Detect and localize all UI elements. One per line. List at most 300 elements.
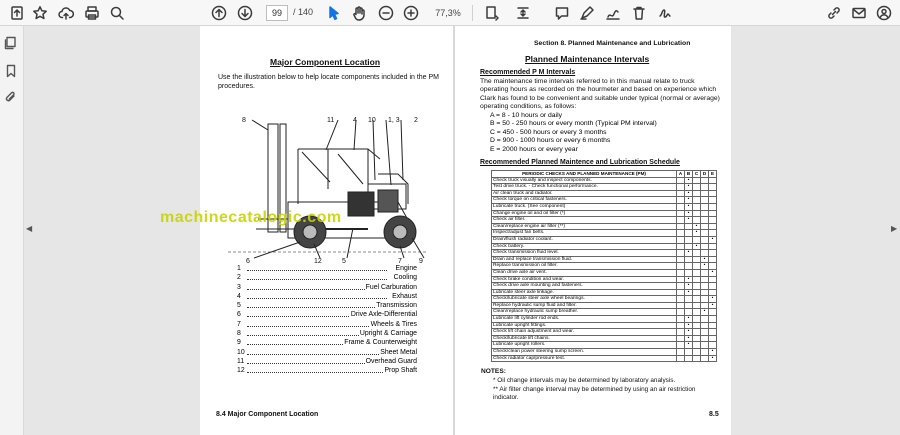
interval-mark-cell xyxy=(677,335,685,342)
comment-icon[interactable] xyxy=(553,4,571,22)
highlight-pen-icon[interactable] xyxy=(578,4,596,22)
table-row xyxy=(492,184,717,191)
component-name: Exhaust xyxy=(392,292,417,300)
next-page-icon[interactable] xyxy=(236,4,254,22)
list-item xyxy=(237,358,417,367)
component-number: 1 xyxy=(237,265,241,272)
component-number: 6 xyxy=(237,311,241,319)
interval-mark-cell xyxy=(701,250,709,257)
task-cell: Clean drive axle air vent. xyxy=(492,269,677,276)
zoom-search-icon[interactable] xyxy=(108,4,126,22)
scroll-mode-icon[interactable] xyxy=(514,4,532,22)
interval-mark-cell xyxy=(677,223,685,230)
schedule-table xyxy=(491,170,717,362)
interval-mark-cell xyxy=(693,302,701,309)
interval-mark-cell xyxy=(685,256,693,263)
interval-mark-cell xyxy=(701,184,709,191)
interval-mark-cell xyxy=(693,203,701,210)
interval-mark-cell xyxy=(685,269,693,276)
interval-mark-cell xyxy=(701,269,709,276)
interval-mark-cell xyxy=(693,296,701,303)
task-cell: Check drive axle mounting and fasteners. xyxy=(492,283,677,290)
table-row xyxy=(492,316,717,323)
interval-mark-cell xyxy=(693,250,701,257)
toolbar-separator xyxy=(472,5,473,21)
interval-mark-cell xyxy=(693,197,701,204)
interval-mark-cell xyxy=(677,296,685,303)
interval-item: D = 900 - 1000 hours or every 6 months xyxy=(490,137,611,145)
interval-mark-cell xyxy=(701,177,709,184)
interval-mark-cell xyxy=(701,335,709,342)
table-row xyxy=(492,302,717,309)
component-name: Wheels & Tires xyxy=(370,320,417,328)
list-item xyxy=(237,330,417,339)
task-cell: Inspect/adjust fan belts. xyxy=(492,230,677,237)
document-area[interactable] xyxy=(24,26,900,435)
interval-mark-cell: • xyxy=(685,203,693,210)
column-header-interval: C xyxy=(693,171,701,178)
bookmarks-icon[interactable] xyxy=(4,64,20,80)
interval-mark-cell xyxy=(693,177,701,184)
interval-mark-cell xyxy=(677,256,685,263)
task-cell: Check transmission fluid level. xyxy=(492,250,677,257)
interval-mark-cell xyxy=(709,289,717,296)
callout-label: 5 xyxy=(342,258,346,264)
interval-mark-cell xyxy=(701,302,709,309)
interval-mark-cell xyxy=(677,276,685,283)
interval-mark-cell xyxy=(693,349,701,356)
note-item: ** Air filter change interval may be determined by using an air restriction indicator. xyxy=(493,386,696,401)
interval-mark-cell xyxy=(677,355,685,362)
component-number: 8 xyxy=(237,330,241,338)
interval-mark-cell: • xyxy=(709,302,717,309)
interval-mark-cell xyxy=(709,329,717,336)
interval-mark-cell xyxy=(685,243,693,250)
interval-mark-cell xyxy=(701,289,709,296)
callout-label: 8 xyxy=(242,117,246,124)
component-name: Drive Axle-Differential xyxy=(350,311,417,319)
interval-mark-cell xyxy=(693,289,701,296)
component-name: Upright & Carriage xyxy=(359,330,417,338)
table-row xyxy=(492,203,717,210)
task-cell: Check radiator cap/pressure test. xyxy=(492,355,677,362)
interval-mark-cell xyxy=(701,210,709,217)
task-cell: Drain/flush radiator coolant. xyxy=(492,236,677,243)
table-row xyxy=(492,276,717,283)
component-name: Fuel Carburation xyxy=(365,283,417,291)
interval-mark-cell xyxy=(677,283,685,290)
component-list xyxy=(237,265,417,377)
interval-mark-cell: • xyxy=(693,243,701,250)
interval-item: C = 450 - 500 hours or every 3 months xyxy=(490,128,607,136)
interval-mark-cell xyxy=(709,322,717,329)
interval-mark-cell: • xyxy=(701,256,709,263)
interval-mark-cell xyxy=(677,184,685,191)
interval-mark-cell xyxy=(709,210,717,217)
email-icon[interactable] xyxy=(850,4,868,22)
column-header-task: PERIODIC CHECKS AND PLANNED MAINTENANCE (PM) xyxy=(492,171,677,178)
attachments-icon[interactable] xyxy=(4,90,20,106)
interval-mark-cell xyxy=(677,197,685,204)
interval-mark-cell: • xyxy=(685,322,693,329)
table-row xyxy=(492,329,717,336)
component-name: Engine xyxy=(395,265,417,272)
component-number: 2 xyxy=(237,274,241,282)
callout-label: 6 xyxy=(246,258,250,264)
interval-mark-cell xyxy=(709,217,717,224)
prev-page-icon[interactable] xyxy=(210,4,228,22)
leader-dots xyxy=(247,270,387,271)
interval-mark-cell xyxy=(693,342,701,349)
interval-mark-cell: • xyxy=(685,289,693,296)
table-header-row xyxy=(492,171,717,178)
interval-mark-cell xyxy=(677,236,685,243)
interval-mark-cell xyxy=(709,203,717,210)
interval-mark-cell xyxy=(709,316,717,323)
list-item xyxy=(237,265,417,274)
list-item xyxy=(237,349,417,358)
intervals-paragraph: The maintenance time intervals referred to in this manual relate to truck operating hours as recorded on the hourmeter and based on experience which Clark has found to be convenient and suitable under typical (normal or average) operating conditions, as follows: xyxy=(480,78,720,111)
edit-link-icon[interactable] xyxy=(825,4,843,22)
interval-mark-cell xyxy=(709,263,717,270)
leader-dots xyxy=(247,372,387,373)
interval-mark-cell: • xyxy=(685,190,693,197)
column-header-interval: B xyxy=(685,171,693,178)
interval-mark-cell xyxy=(677,190,685,197)
zoom-in-icon[interactable] xyxy=(402,4,420,22)
interval-item: A = 8 - 10 hours or daily xyxy=(490,112,562,119)
note-item: * Oil change intervals may be determined by laboratory analysis. xyxy=(493,377,676,384)
callout-label: 11 xyxy=(327,117,335,124)
task-cell: Check/lubricate steer axle wheel bearings. xyxy=(492,296,677,303)
page-footer-right: 8.5 xyxy=(709,411,719,418)
interval-mark-cell: • xyxy=(693,223,701,230)
component-name: Frame & Counterweight xyxy=(344,339,417,347)
zoom-level-select[interactable]: 77,3% xyxy=(435,8,461,18)
interval-mark-cell xyxy=(677,349,685,356)
interval-mark-cell xyxy=(701,283,709,290)
fit-page-icon[interactable] xyxy=(483,4,501,22)
interval-mark-cell xyxy=(685,309,693,316)
task-cell: Check air filter. xyxy=(492,217,677,224)
leader-dots xyxy=(247,307,387,308)
table-row xyxy=(492,335,717,342)
interval-mark-cell xyxy=(709,190,717,197)
home-upload-icon[interactable] xyxy=(8,4,26,22)
interval-mark-cell xyxy=(685,302,693,309)
table-row xyxy=(492,342,717,349)
task-cell: Check torque on critical fasteners. xyxy=(492,197,677,204)
table-row xyxy=(492,217,717,224)
page-title: Planned Maintenance Intervals xyxy=(525,54,650,64)
forklift-illustration xyxy=(228,114,428,264)
task-cell: Replace transmission oil filter. xyxy=(492,263,677,270)
component-number: 11 xyxy=(237,357,245,365)
interval-mark-cell xyxy=(709,276,717,283)
interval-mark-cell xyxy=(701,223,709,230)
interval-mark-cell xyxy=(709,250,717,257)
interval-mark-cell xyxy=(693,355,701,362)
schedule-title: Recommended Planned Maintence and Lubrication Schedule xyxy=(480,159,680,166)
list-item xyxy=(237,321,417,330)
interval-mark-cell xyxy=(701,243,709,250)
interval-item: B = 50 - 250 hours or every month (Typical PM interval) xyxy=(490,120,657,128)
task-cell: Check lift chain adjustment and wear. xyxy=(492,329,677,336)
interval-mark-cell xyxy=(709,230,717,237)
table-row xyxy=(492,289,717,296)
interval-mark-cell: • xyxy=(709,355,717,362)
interval-mark-cell xyxy=(693,276,701,283)
intervals-subtitle: Recommended P M Intervals xyxy=(480,69,576,76)
interval-mark-cell: • xyxy=(693,230,701,237)
list-item xyxy=(237,339,417,348)
component-number: 7 xyxy=(237,320,241,328)
interval-mark-cell: • xyxy=(709,349,717,356)
interval-mark-cell: • xyxy=(685,316,693,323)
interval-mark-cell xyxy=(709,335,717,342)
interval-mark-cell xyxy=(701,203,709,210)
table-row xyxy=(492,269,717,276)
interval-mark-cell xyxy=(677,269,685,276)
interval-mark-cell xyxy=(693,322,701,329)
intro-text: Use the illustration below to help locate components included in the PM procedures. xyxy=(218,74,440,90)
interval-mark-cell xyxy=(709,256,717,263)
table-row xyxy=(492,256,717,263)
collapse-right-icon[interactable]: ▶ xyxy=(891,224,898,233)
callout-label: 9 xyxy=(419,258,423,264)
interval-mark-cell xyxy=(693,236,701,243)
left-rail xyxy=(0,26,24,435)
interval-mark-cell xyxy=(677,177,685,184)
interval-mark-cell: • xyxy=(685,210,693,217)
task-cell: Lubricate lift cylinder rod ends. xyxy=(492,316,677,323)
notes-title: NOTES: xyxy=(481,368,506,375)
interval-mark-cell xyxy=(701,197,709,204)
task-cell: Test drive truck. - Check functional performance. xyxy=(492,184,677,191)
component-name: Cooling xyxy=(393,274,417,282)
task-cell: Check/lubricate lift chains. xyxy=(492,335,677,342)
interval-mark-cell: • xyxy=(685,197,693,204)
interval-mark-cell xyxy=(701,276,709,283)
interval-mark-cell xyxy=(693,190,701,197)
interval-mark-cell xyxy=(701,322,709,329)
intervals-list xyxy=(490,112,657,154)
interval-mark-cell: • xyxy=(709,269,717,276)
component-number: 9 xyxy=(237,339,241,347)
select-cursor-icon[interactable] xyxy=(325,4,343,22)
component-name: Overhead Guard xyxy=(365,357,417,365)
interval-mark-cell xyxy=(693,263,701,270)
task-cell: Lubricate upright fittings. xyxy=(492,322,677,329)
component-name: Sheet Metal xyxy=(380,348,417,356)
callout-label: 2 xyxy=(414,117,418,124)
list-item xyxy=(237,293,417,302)
page-title: Major Component Location xyxy=(270,57,381,67)
collapse-left-icon[interactable]: ◀ xyxy=(26,224,33,233)
table-row xyxy=(492,230,717,237)
sign-icon[interactable] xyxy=(656,4,674,22)
interval-mark-cell: • xyxy=(685,276,693,283)
interval-mark-cell xyxy=(709,283,717,290)
interval-mark-cell xyxy=(709,197,717,204)
interval-mark-cell xyxy=(677,203,685,210)
interval-mark-cell: • xyxy=(685,329,693,336)
draw-icon[interactable] xyxy=(604,4,622,22)
component-number: 3 xyxy=(237,283,241,291)
component-number: 12 xyxy=(237,367,245,375)
bookmark-star-icon[interactable] xyxy=(31,4,49,22)
interval-mark-cell xyxy=(685,236,693,243)
task-cell: Check truck visually and inspect components. xyxy=(492,177,677,184)
component-name: Transmission xyxy=(376,302,417,310)
table-row xyxy=(492,243,717,250)
interval-mark-cell xyxy=(677,302,685,309)
leader-dots xyxy=(247,326,387,327)
interval-mark-cell xyxy=(677,309,685,316)
interval-mark-cell: • xyxy=(685,177,693,184)
interval-mark-cell xyxy=(685,349,693,356)
component-number: 5 xyxy=(237,302,241,310)
column-header-interval: A xyxy=(677,171,685,178)
page-footer-left: 8.4 Major Component Location xyxy=(216,411,319,418)
interval-mark-cell: • xyxy=(709,296,717,303)
interval-mark-cell xyxy=(701,190,709,197)
interval-mark-cell xyxy=(701,329,709,336)
interval-mark-cell xyxy=(709,184,717,191)
interval-mark-cell xyxy=(701,230,709,237)
interval-mark-cell xyxy=(677,217,685,224)
table-row xyxy=(492,349,717,356)
interval-mark-cell xyxy=(677,342,685,349)
interval-mark-cell xyxy=(693,184,701,191)
callout-label: 4 xyxy=(353,117,357,124)
interval-mark-cell xyxy=(685,296,693,303)
interval-mark-cell xyxy=(693,329,701,336)
interval-mark-cell xyxy=(677,210,685,217)
task-cell: Check battery. xyxy=(492,243,677,250)
zoom-out-icon[interactable] xyxy=(377,4,395,22)
leader-dots xyxy=(247,354,387,355)
interval-mark-cell xyxy=(685,263,693,270)
interval-mark-cell xyxy=(693,283,701,290)
interval-mark-cell xyxy=(709,177,717,184)
interval-mark-cell xyxy=(685,355,693,362)
page-total-label: / 140 xyxy=(293,7,314,17)
interval-mark-cell: • xyxy=(701,309,709,316)
interval-mark-cell: • xyxy=(685,335,693,342)
task-cell: Lubricate steer axle linkage. xyxy=(492,289,677,296)
table-row xyxy=(492,190,717,197)
section-header: Section 8. Planned Maintenance and Lubrication xyxy=(534,40,691,47)
interval-mark-cell: • xyxy=(709,236,717,243)
task-cell: Check/clean power steering sump screen. xyxy=(492,349,677,356)
table-row xyxy=(492,263,717,270)
interval-mark-cell xyxy=(677,316,685,323)
account-icon[interactable] xyxy=(875,4,893,22)
interval-mark-cell xyxy=(685,223,693,230)
table-row xyxy=(492,250,717,257)
component-name: Prop Shaft xyxy=(384,367,417,375)
task-cell: Drain and replace transmission fluid. xyxy=(492,256,677,263)
table-row xyxy=(492,177,717,184)
interval-mark-cell xyxy=(709,223,717,230)
page-right xyxy=(455,26,731,435)
interval-mark-cell xyxy=(693,217,701,224)
interval-mark-cell xyxy=(701,349,709,356)
task-cell: Replace hydraulic sump fluid and filter. xyxy=(492,302,677,309)
task-cell: Clean/replace engine air filter (**) xyxy=(492,223,677,230)
callout-label: 12 xyxy=(314,258,322,264)
list-item xyxy=(237,284,417,293)
callout-label: 7 xyxy=(398,258,402,264)
table-row xyxy=(492,236,717,243)
interval-mark-cell xyxy=(693,316,701,323)
interval-item: E = 2000 hours or every year xyxy=(490,145,578,153)
interval-mark-cell xyxy=(701,355,709,362)
interval-mark-cell xyxy=(677,322,685,329)
task-cell: Change engine oil and oil filter (*) xyxy=(492,210,677,217)
task-cell: Lubricate upright rollers. xyxy=(492,342,677,349)
interval-mark-cell xyxy=(677,289,685,296)
table-row xyxy=(492,210,717,217)
callout-label: 1, 3 xyxy=(388,117,400,124)
table-row xyxy=(492,197,717,204)
task-cell: Air clean truck and radiator. xyxy=(492,190,677,197)
interval-mark-cell: • xyxy=(685,250,693,257)
component-number: 10 xyxy=(237,348,245,356)
leader-dots xyxy=(247,279,387,280)
interval-mark-cell xyxy=(701,342,709,349)
column-header-interval: D xyxy=(701,171,709,178)
component-number: 4 xyxy=(237,292,241,300)
interval-mark-cell xyxy=(701,236,709,243)
table-row xyxy=(492,283,717,290)
interval-mark-cell xyxy=(701,296,709,303)
table-row xyxy=(492,322,717,329)
watermark-text: machinecatalogic.com xyxy=(160,209,342,226)
thumbnails-icon[interactable] xyxy=(4,36,20,52)
callout-label: 10 xyxy=(368,117,376,124)
table-row xyxy=(492,223,717,230)
interval-mark-cell xyxy=(677,263,685,270)
interval-mark-cell xyxy=(677,329,685,336)
print-icon[interactable] xyxy=(83,4,101,22)
table-row xyxy=(492,309,717,316)
list-item xyxy=(237,302,417,311)
task-cell: Clean/replace hydraulic sump breather. xyxy=(492,309,677,316)
interval-mark-cell xyxy=(709,243,717,250)
cloud-upload-icon[interactable] xyxy=(57,4,75,22)
hand-icon[interactable] xyxy=(350,4,368,22)
toolbar xyxy=(0,0,900,26)
list-item xyxy=(237,274,417,283)
table-row xyxy=(492,355,717,362)
task-cell: Lubricate truck. (See component) xyxy=(492,203,677,210)
task-cell: Check brake condition and wear. xyxy=(492,276,677,283)
interval-mark-cell: • xyxy=(685,342,693,349)
page-number-input[interactable]: 99 xyxy=(266,5,288,21)
interval-mark-cell: • xyxy=(685,283,693,290)
interval-mark-cell xyxy=(693,335,701,342)
table-row xyxy=(492,296,717,303)
interval-mark-cell xyxy=(685,230,693,237)
delete-icon[interactable] xyxy=(630,4,648,22)
interval-mark-cell xyxy=(677,243,685,250)
list-item xyxy=(237,367,417,376)
column-header-interval: E xyxy=(709,171,717,178)
interval-mark-cell xyxy=(701,217,709,224)
interval-mark-cell xyxy=(709,342,717,349)
